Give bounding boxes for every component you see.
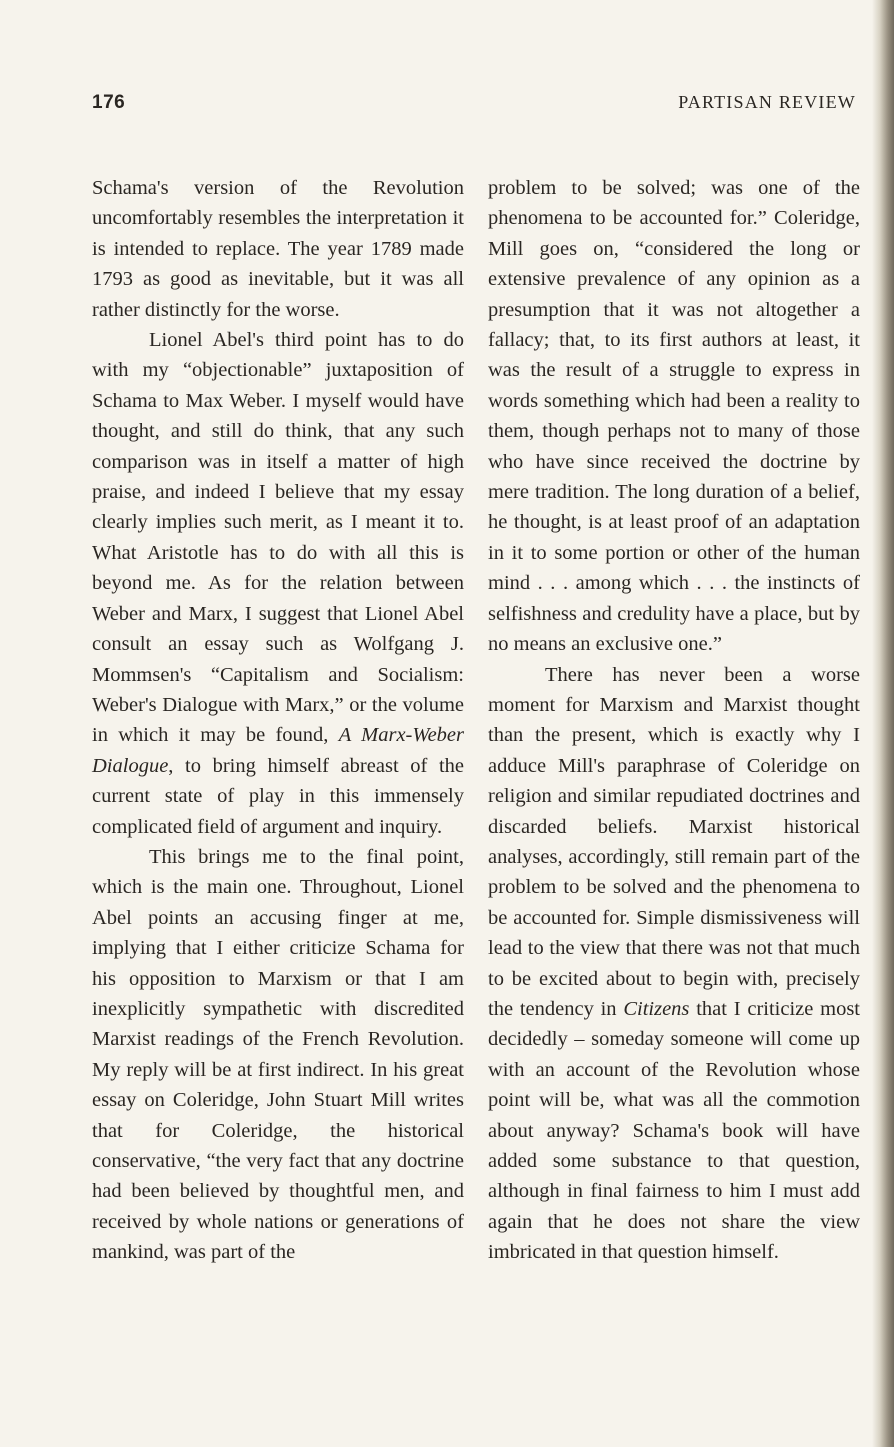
text-run: This brings me to the final point, which is the main one. Throughout, Lionel Abel points an accusing finger at me, implying that I either criticize Schama for his opposition to Marxism or that I am inexplicitly sympathetic with discredited Marxist readings of the French Revolution. My reply will be at first indirect. In his great essay on Coleridge, John Stuart Mill writes that for Coleridge, the historical conservative, “the very fact that any doctrine had been believed by thoughtful men, and received by whole nations or generations of mankind, was part of the <box>92 845 464 1264</box>
text-run: problem to be solved; was one of the phenomena to be accounted for.” Coleridge, Mill goes on, “considered the long or extensive prevalence of any opinion as a presumption that it was not altogether a fallacy; that, to its first authors at least, it was the result of a struggle to express in words something which had been a reality to them, though perhaps not to many of those who have since received the doctrine by mere tradition. The long duration of a belief, he thought, is at least proof of an adaptation in it to some portion or other of the human mind . . . among which . . . the instincts of selfishness and credulity have a place, but by no means an exclusive one.” <box>488 177 860 656</box>
paragraph <box>92 173 464 325</box>
text-run: , to bring himself abreast of the current state of play in this immensely complicated field of argument and inquiry. <box>92 754 464 838</box>
paragraph <box>488 173 860 660</box>
page-header <box>92 92 856 122</box>
italic-title: A Marx-Weber Dialogue <box>92 724 465 777</box>
running-title: PARTISAN REVIEW <box>678 92 856 112</box>
text-run: Lionel Abel's third point has to do with my “objectionable” juxtaposition of Schama to Max Weber. I myself would have thought, and still do think, that any such comparison was in itself a matter of high praise, and indeed I believe that my essay clearly implies such merit, as I meant it to. What Aristotle has to do with all this is beyond me. As for the relation between Weber and Marx, I suggest that Lionel Abel consult an essay such as Wolfgang J. Mommsen's “Capitalism and Socialism: Weber's Dialogue with Marx,” or the volume in which it may be found, <box>92 329 464 747</box>
text-run: Schama's version of the Revolution uncomfortably resembles the interpretation it is intended to replace. The year 1789 made 1793 as good as inevitable, but it was all rather distinctly for the worse. <box>92 177 464 321</box>
paragraph <box>488 660 860 1268</box>
text-run: There has never been a worse moment for Marxism and Marxist thought than the present, which is exactly why I adduce Mill's paraphrase of Coleridge on religion and similar repudiated doctrines and discarded beliefs. Marxist historical analyses, accordingly, still remain part of the problem to be solved and the phenomena to be accounted for. Simple dismissiveness will lead to the view that there was not that much to be excited about to begin with, precisely the tendency in <box>488 663 860 1020</box>
paragraph <box>92 325 464 842</box>
left-column <box>92 173 464 1268</box>
paragraph <box>92 842 464 1268</box>
italic-title: Citizens <box>623 997 690 1020</box>
page-number: 176 <box>92 92 126 113</box>
page-edge-shadow <box>872 0 894 1447</box>
text-run: that I criticize most decidedly – someday someone will come up with an account of the Revolution whose point will be, what was all the commotion about anyway? Schama's book will have added some substance to that question, although in final fairness to him I must add again that he does not share the view imbricated in that question himself. <box>488 997 860 1264</box>
right-column <box>488 173 860 1268</box>
